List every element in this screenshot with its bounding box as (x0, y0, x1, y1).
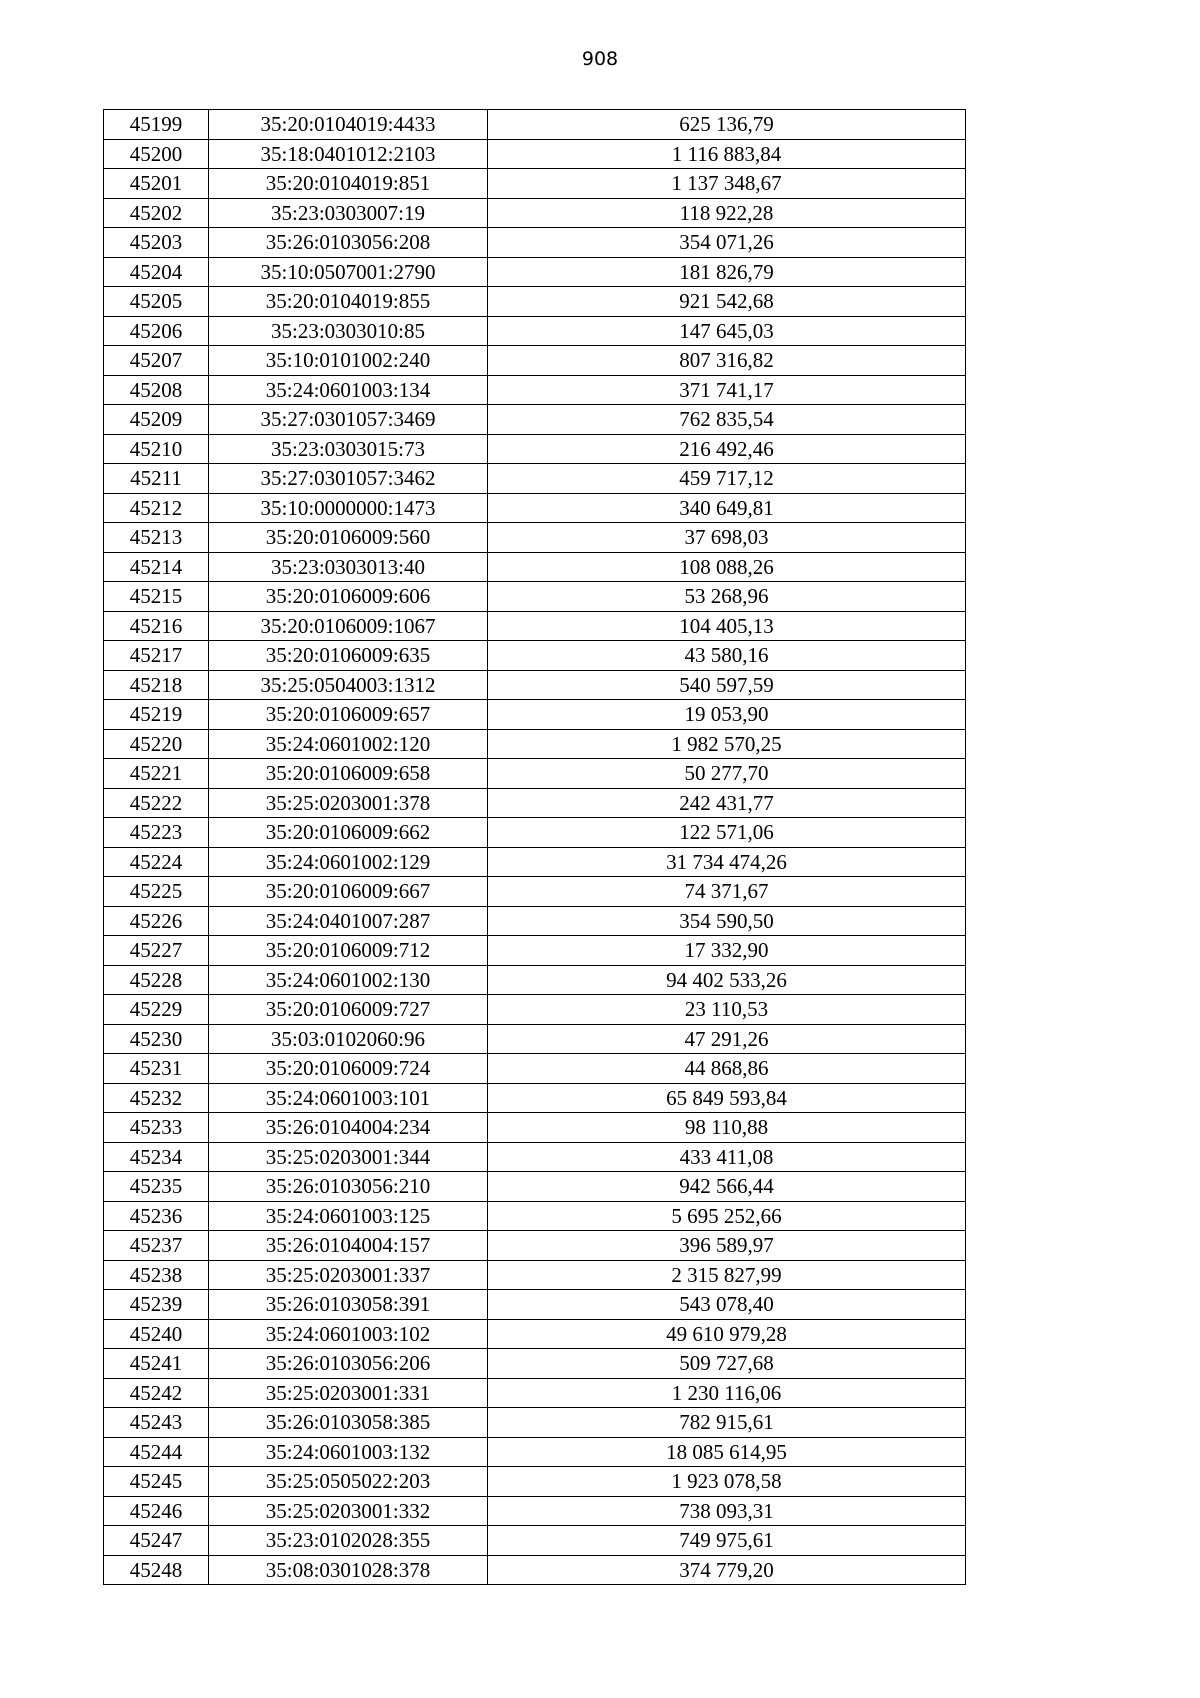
cadastral-number-cell: 35:25:0203001:332 (209, 1496, 488, 1526)
cadastral-value-cell: 782 915,61 (488, 1408, 966, 1438)
table-row (104, 1526, 966, 1556)
cadastral-value-cell: 749 975,61 (488, 1526, 966, 1556)
cadastral-number-cell: 35:27:0301057:3469 (209, 405, 488, 435)
cadastral-number-cell: 35:20:0106009:662 (209, 818, 488, 848)
row-number-cell: 45242 (104, 1378, 209, 1408)
table-row (104, 788, 966, 818)
cadastral-number-cell: 35:10:0507001:2790 (209, 257, 488, 287)
cadastral-number-cell: 35:20:0106009:724 (209, 1054, 488, 1084)
cadastral-number-cell: 35:20:0104019:851 (209, 169, 488, 199)
cadastral-value-cell: 53 268,96 (488, 582, 966, 612)
table-row (104, 287, 966, 317)
cadastral-value-cell: 43 580,16 (488, 641, 966, 671)
cadastral-value-cell: 17 332,90 (488, 936, 966, 966)
cadastral-number-cell: 35:26:0103056:206 (209, 1349, 488, 1379)
table-row (104, 110, 966, 140)
row-number-cell: 45236 (104, 1201, 209, 1231)
table-row (104, 257, 966, 287)
row-number-cell: 45201 (104, 169, 209, 199)
cadastral-number-cell: 35:20:0106009:1067 (209, 611, 488, 641)
table-row (104, 1024, 966, 1054)
cadastral-number-cell: 35:20:0106009:606 (209, 582, 488, 612)
cadastral-value-cell: 147 645,03 (488, 316, 966, 346)
cadastral-value-cell: 625 136,79 (488, 110, 966, 140)
row-number-cell: 45224 (104, 847, 209, 877)
cadastral-value-cell: 49 610 979,28 (488, 1319, 966, 1349)
cadastral-number-cell: 35:25:0203001:344 (209, 1142, 488, 1172)
row-number-cell: 45247 (104, 1526, 209, 1556)
cadastral-value-cell: 47 291,26 (488, 1024, 966, 1054)
row-number-cell: 45223 (104, 818, 209, 848)
row-number-cell: 45248 (104, 1555, 209, 1585)
cadastral-number-cell: 35:26:0104004:234 (209, 1113, 488, 1143)
cadastral-number-cell: 35:24:0401007:287 (209, 906, 488, 936)
cadastral-value-cell: 1 230 116,06 (488, 1378, 966, 1408)
row-number-cell: 45225 (104, 877, 209, 907)
table-row (104, 1113, 966, 1143)
row-number-cell: 45220 (104, 729, 209, 759)
row-number-cell: 45221 (104, 759, 209, 789)
table-row (104, 139, 966, 169)
cadastral-number-cell: 35:24:0601003:134 (209, 375, 488, 405)
row-number-cell: 45228 (104, 965, 209, 995)
row-number-cell: 45213 (104, 523, 209, 553)
cadastral-value-cell: 18 085 614,95 (488, 1437, 966, 1467)
table-row (104, 1467, 966, 1497)
table-row (104, 1142, 966, 1172)
table-row (104, 611, 966, 641)
cadastral-value-cell: 807 316,82 (488, 346, 966, 376)
cadastral-number-cell: 35:24:0601003:132 (209, 1437, 488, 1467)
row-number-cell: 45204 (104, 257, 209, 287)
table-row (104, 1201, 966, 1231)
table-row (104, 493, 966, 523)
cadastral-number-cell: 35:24:0601002:129 (209, 847, 488, 877)
cadastral-value-cell: 433 411,08 (488, 1142, 966, 1172)
cadastral-number-cell: 35:23:0303015:73 (209, 434, 488, 464)
cadastral-number-cell: 35:23:0303013:40 (209, 552, 488, 582)
row-number-cell: 45233 (104, 1113, 209, 1143)
row-number-cell: 45200 (104, 139, 209, 169)
cadastral-number-cell: 35:20:0106009:657 (209, 700, 488, 730)
table-row (104, 995, 966, 1025)
cadastral-value-cell: 1 982 570,25 (488, 729, 966, 759)
row-number-cell: 45212 (104, 493, 209, 523)
row-number-cell: 45229 (104, 995, 209, 1025)
cadastral-number-cell: 35:10:0101002:240 (209, 346, 488, 376)
table-row (104, 1260, 966, 1290)
table-row (104, 1378, 966, 1408)
table-row (104, 1349, 966, 1379)
table-row (104, 1054, 966, 1084)
cadastral-number-cell: 35:20:0106009:658 (209, 759, 488, 789)
cadastral-number-cell: 35:20:0106009:712 (209, 936, 488, 966)
row-number-cell: 45211 (104, 464, 209, 494)
table-row (104, 1408, 966, 1438)
table-row (104, 228, 966, 258)
cadastral-number-cell: 35:23:0303007:19 (209, 198, 488, 228)
cadastral-value-cell: 118 922,28 (488, 198, 966, 228)
cadastral-number-cell: 35:24:0601002:130 (209, 965, 488, 995)
cadastral-value-cell: 738 093,31 (488, 1496, 966, 1526)
row-number-cell: 45215 (104, 582, 209, 612)
table-row (104, 552, 966, 582)
table-row (104, 375, 966, 405)
row-number-cell: 45230 (104, 1024, 209, 1054)
cadastral-number-cell: 35:25:0203001:337 (209, 1260, 488, 1290)
cadastral-number-cell: 35:24:0601002:120 (209, 729, 488, 759)
table-row (104, 198, 966, 228)
cadastral-number-cell: 35:20:0104019:855 (209, 287, 488, 317)
cadastral-value-cell: 354 590,50 (488, 906, 966, 936)
cadastral-value-cell: 371 741,17 (488, 375, 966, 405)
table-row (104, 1555, 966, 1585)
row-number-cell: 45218 (104, 670, 209, 700)
row-number-cell: 45208 (104, 375, 209, 405)
row-number-cell: 45202 (104, 198, 209, 228)
cadastral-value-cell: 509 727,68 (488, 1349, 966, 1379)
cadastral-value-table (103, 109, 966, 1585)
row-number-cell: 45231 (104, 1054, 209, 1084)
table-row (104, 641, 966, 671)
table-row (104, 405, 966, 435)
cadastral-value-cell: 543 078,40 (488, 1290, 966, 1320)
row-number-cell: 45237 (104, 1231, 209, 1261)
cadastral-number-cell: 35:24:0601003:125 (209, 1201, 488, 1231)
cadastral-value-cell: 94 402 533,26 (488, 965, 966, 995)
cadastral-value-cell: 340 649,81 (488, 493, 966, 523)
cadastral-number-cell: 35:20:0106009:635 (209, 641, 488, 671)
row-number-cell: 45243 (104, 1408, 209, 1438)
page-number: 908 (581, 48, 619, 70)
table-row (104, 464, 966, 494)
table-row (104, 906, 966, 936)
cadastral-number-cell: 35:23:0102028:355 (209, 1526, 488, 1556)
cadastral-number-cell: 35:20:0106009:727 (209, 995, 488, 1025)
cadastral-value-cell: 354 071,26 (488, 228, 966, 258)
row-number-cell: 45216 (104, 611, 209, 641)
cadastral-number-cell: 35:25:0203001:331 (209, 1378, 488, 1408)
table-row (104, 759, 966, 789)
cadastral-number-cell: 35:23:0303010:85 (209, 316, 488, 346)
table-body (104, 110, 966, 1585)
row-number-cell: 45227 (104, 936, 209, 966)
cadastral-value-cell: 23 110,53 (488, 995, 966, 1025)
table-row (104, 1172, 966, 1202)
cadastral-number-cell: 35:20:0104019:4433 (209, 110, 488, 140)
row-number-cell: 45234 (104, 1142, 209, 1172)
row-number-cell: 45226 (104, 906, 209, 936)
cadastral-number-cell: 35:24:0601003:101 (209, 1083, 488, 1113)
cadastral-value-cell: 942 566,44 (488, 1172, 966, 1202)
table-row (104, 1083, 966, 1113)
cadastral-value-cell: 1 923 078,58 (488, 1467, 966, 1497)
row-number-cell: 45199 (104, 110, 209, 140)
cadastral-number-cell: 35:25:0203001:378 (209, 788, 488, 818)
cadastral-value-cell: 104 405,13 (488, 611, 966, 641)
cadastral-value-cell: 1 116 883,84 (488, 139, 966, 169)
cadastral-number-cell: 35:08:0301028:378 (209, 1555, 488, 1585)
row-number-cell: 45244 (104, 1437, 209, 1467)
cadastral-value-cell: 37 698,03 (488, 523, 966, 553)
cadastral-value-cell: 98 110,88 (488, 1113, 966, 1143)
cadastral-number-cell: 35:10:0000000:1473 (209, 493, 488, 523)
table-row (104, 1319, 966, 1349)
cadastral-number-cell: 35:26:0103056:210 (209, 1172, 488, 1202)
row-number-cell: 45206 (104, 316, 209, 346)
table-row (104, 1231, 966, 1261)
cadastral-value-cell: 181 826,79 (488, 257, 966, 287)
row-number-cell: 45203 (104, 228, 209, 258)
row-number-cell: 45235 (104, 1172, 209, 1202)
cadastral-number-cell: 35:20:0106009:667 (209, 877, 488, 907)
cadastral-number-cell: 35:27:0301057:3462 (209, 464, 488, 494)
cadastral-number-cell: 35:26:0103058:385 (209, 1408, 488, 1438)
cadastral-value-cell: 122 571,06 (488, 818, 966, 848)
cadastral-value-cell: 108 088,26 (488, 552, 966, 582)
row-number-cell: 45245 (104, 1467, 209, 1497)
row-number-cell: 45246 (104, 1496, 209, 1526)
cadastral-value-cell: 31 734 474,26 (488, 847, 966, 877)
cadastral-value-cell: 44 868,86 (488, 1054, 966, 1084)
cadastral-value-cell: 1 137 348,67 (488, 169, 966, 199)
cadastral-value-cell: 74 371,67 (488, 877, 966, 907)
row-number-cell: 45209 (104, 405, 209, 435)
cadastral-number-cell: 35:26:0104004:157 (209, 1231, 488, 1261)
table-row (104, 965, 966, 995)
cadastral-value-cell: 5 695 252,66 (488, 1201, 966, 1231)
table-row (104, 729, 966, 759)
cadastral-number-cell: 35:24:0601003:102 (209, 1319, 488, 1349)
row-number-cell: 45217 (104, 641, 209, 671)
table-row (104, 818, 966, 848)
cadastral-value-cell: 50 277,70 (488, 759, 966, 789)
table-row (104, 169, 966, 199)
row-number-cell: 45214 (104, 552, 209, 582)
cadastral-value-cell: 216 492,46 (488, 434, 966, 464)
table-row (104, 582, 966, 612)
cadastral-value-cell: 396 589,97 (488, 1231, 966, 1261)
cadastral-value-cell: 2 315 827,99 (488, 1260, 966, 1290)
cadastral-value-cell: 540 597,59 (488, 670, 966, 700)
table-row (104, 434, 966, 464)
row-number-cell: 45241 (104, 1349, 209, 1379)
row-number-cell: 45238 (104, 1260, 209, 1290)
table-row (104, 670, 966, 700)
row-number-cell: 45207 (104, 346, 209, 376)
table-row (104, 346, 966, 376)
cadastral-value-cell: 65 849 593,84 (488, 1083, 966, 1113)
cadastral-number-cell: 35:26:0103058:391 (209, 1290, 488, 1320)
table-row (104, 700, 966, 730)
cadastral-number-cell: 35:20:0106009:560 (209, 523, 488, 553)
table-row (104, 847, 966, 877)
table-row (104, 1496, 966, 1526)
cadastral-value-cell: 19 053,90 (488, 700, 966, 730)
cadastral-value-cell: 921 542,68 (488, 287, 966, 317)
cadastral-number-cell: 35:03:0102060:96 (209, 1024, 488, 1054)
cadastral-value-cell: 242 431,77 (488, 788, 966, 818)
cadastral-value-cell: 459 717,12 (488, 464, 966, 494)
cadastral-value-cell: 762 835,54 (488, 405, 966, 435)
row-number-cell: 45240 (104, 1319, 209, 1349)
cadastral-number-cell: 35:18:0401012:2103 (209, 139, 488, 169)
row-number-cell: 45219 (104, 700, 209, 730)
row-number-cell: 45222 (104, 788, 209, 818)
row-number-cell: 45210 (104, 434, 209, 464)
table-row (104, 1437, 966, 1467)
cadastral-number-cell: 35:25:0505022:203 (209, 1467, 488, 1497)
row-number-cell: 45239 (104, 1290, 209, 1320)
cadastral-number-cell: 35:25:0504003:1312 (209, 670, 488, 700)
row-number-cell: 45205 (104, 287, 209, 317)
table-row (104, 936, 966, 966)
table-row (104, 1290, 966, 1320)
cadastral-value-cell: 374 779,20 (488, 1555, 966, 1585)
table-row (104, 523, 966, 553)
table-row (104, 877, 966, 907)
table-row (104, 316, 966, 346)
cadastral-number-cell: 35:26:0103056:208 (209, 228, 488, 258)
row-number-cell: 45232 (104, 1083, 209, 1113)
